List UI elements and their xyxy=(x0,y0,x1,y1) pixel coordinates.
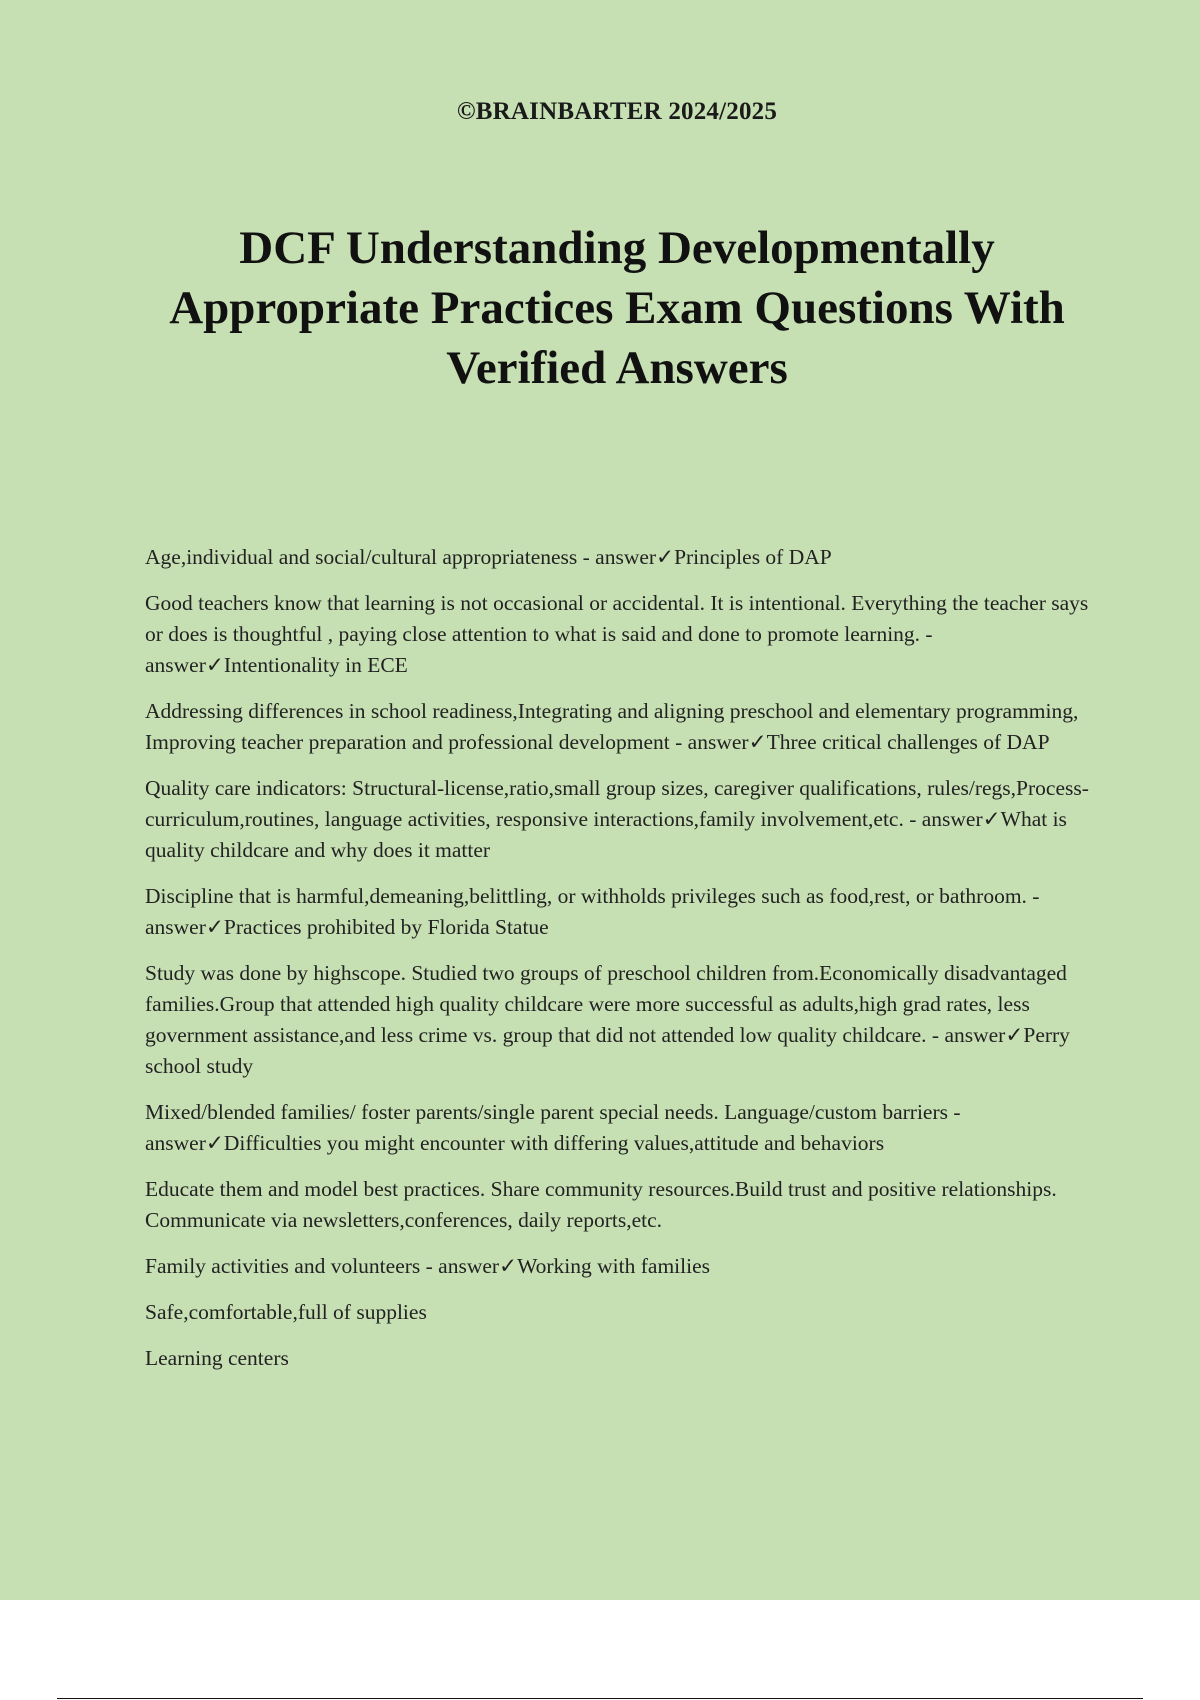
qa-item: Age,individual and social/cultural appropriateness - answer✓Principles of DAP xyxy=(145,545,832,569)
document-title: DCF Understanding Developmentally Appropriate Practices Exam Questions With Verified Answers xyxy=(169,222,1065,394)
qa-item: Good teachers know that learning is not occasional or accidental. It is intentional. Everything the teacher says or does is thoughtful , paying close attention to what is said and done to promote learning. - answer✓Intentionality in ECE xyxy=(145,591,1089,677)
qa-item: Addressing differences in school readiness,Integrating and aligning preschool and elementary programming, Improving teacher preparation and professional development - answer✓Three critical challenges of DAP xyxy=(145,699,1079,754)
qa-item: Learning centers xyxy=(145,1346,289,1370)
qa-item: Family activities and volunteers - answer✓Working with families xyxy=(145,1254,711,1278)
qa-item: Quality care indicators: Structural-license,ratio,small group sizes, caregiver qualifications, rules/regs,Process-curriculum,routines, language activities, responsive interactions,family involvement,etc. - answer✓What is quality childcare and why does it matter xyxy=(145,776,1089,862)
copyright-header: ©BRAINBARTER 2024/2025 xyxy=(456,98,778,125)
qa-item: Mixed/blended families/ foster parents/single parent special needs. Language/custom barriers - answer✓Difficulties you might encounter with differing values,attitude and behaviors xyxy=(145,1100,961,1155)
footer-divider xyxy=(57,1698,1143,1699)
qa-item: Study was done by highscope. Studied two groups of preschool children from.Economically disadvantaged families.Group that attended high quality childcare were more successful as adults,high grad rates, less government assistance,and less crime vs. group that did not attended low quality childcare. - answer✓Perry school study xyxy=(145,961,1070,1078)
qa-list xyxy=(145,542,1095,1389)
qa-item: Discipline that is harmful,demeaning,belittling, or withholds privileges such as food,rest, or bathroom. - answer✓Practices prohibited by Florida Statue xyxy=(145,884,1040,939)
qa-item: Educate them and model best practices. Share community resources.Build trust and positive relationships. Communicate via newsletters,conferences, daily reports,etc. xyxy=(145,1177,1057,1232)
qa-item: Safe,comfortable,full of supplies xyxy=(145,1300,427,1324)
